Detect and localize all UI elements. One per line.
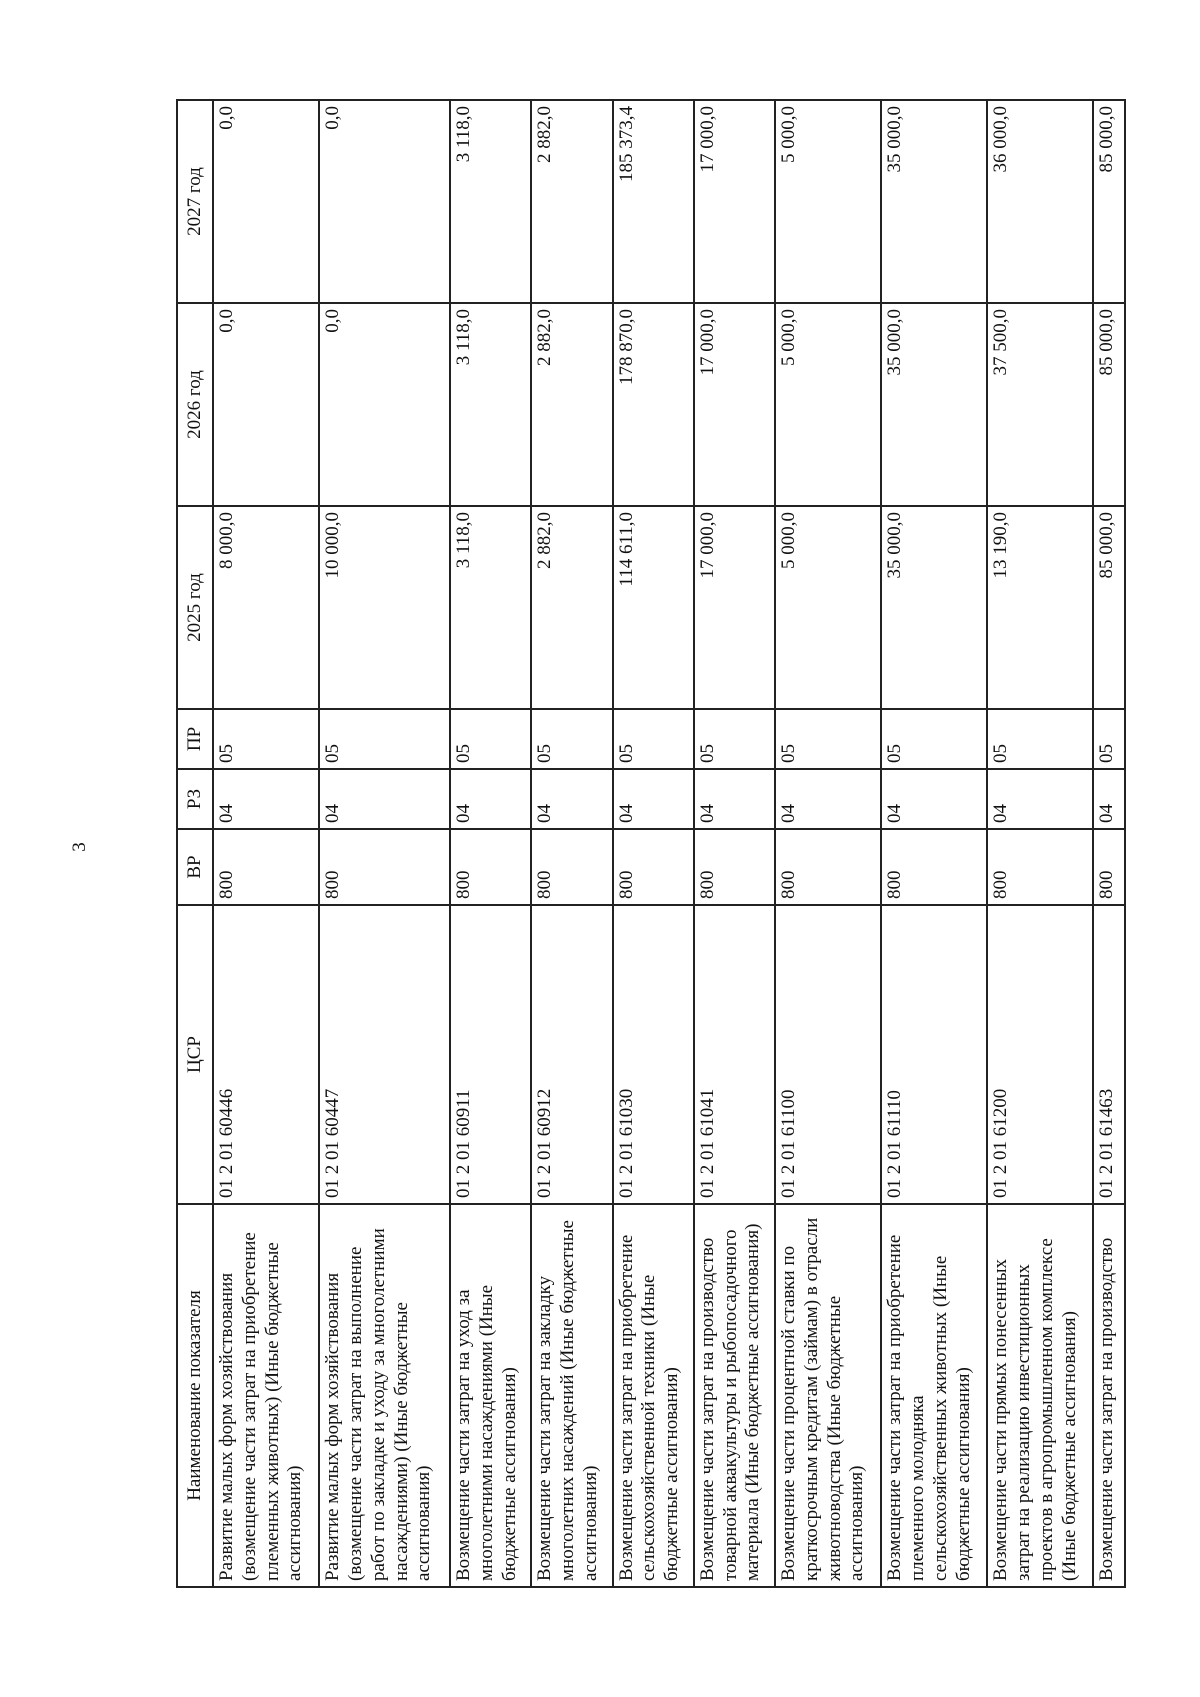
- row-2026-cell: 2 882,0: [531, 303, 612, 506]
- row-2027-cell: 36 000,0: [987, 100, 1093, 303]
- row-2025-cell: 8 000,0: [213, 506, 319, 709]
- row-pr-cell: 05: [881, 709, 987, 769]
- row-rz-cell: 04: [1093, 769, 1125, 829]
- table-row: [213, 100, 319, 1587]
- row-2027-cell: 0,0: [213, 100, 319, 303]
- row-vr-cell: 800: [613, 829, 694, 905]
- row-2025-cell: 10 000,0: [319, 506, 450, 709]
- row-name-cell: Возмещение части затрат на приобретение племенного молодняка сельскохозяйственных животных (Иные бюджетные ассигнования): [881, 1204, 987, 1587]
- row-vr-cell: 800: [450, 829, 531, 905]
- row-2026-cell: 37 500,0: [987, 303, 1093, 506]
- row-vr-cell: 800: [881, 829, 987, 905]
- row-csr-cell: 01 2 01 60447: [319, 905, 450, 1204]
- row-name-cell: Возмещение части затрат на закладку многолетних насаждений (Иные бюджетные ассигнования): [531, 1204, 612, 1587]
- row-2026-cell: 3 118,0: [450, 303, 531, 506]
- row-name-cell: Возмещение части затрат на приобретение сельскохозяйственной техники (Иные бюджетные ассигнования): [613, 1204, 694, 1587]
- row-rz-cell: 04: [319, 769, 450, 829]
- row-rz-cell: 04: [987, 769, 1093, 829]
- table-row: [987, 100, 1093, 1587]
- row-vr-cell: 800: [213, 829, 319, 905]
- row-pr-cell: 05: [694, 709, 775, 769]
- row-2027-cell: 0,0: [319, 100, 450, 303]
- row-2025-cell: 2 882,0: [531, 506, 612, 709]
- header-csr: ЦСР: [177, 905, 213, 1204]
- header-2025: 2025 год: [177, 506, 213, 709]
- row-rz-cell: 04: [213, 769, 319, 829]
- row-2027-cell: 85 000,0: [1093, 100, 1125, 303]
- row-name-cell: Возмещение части прямых понесенных затрат на реализацию инвестиционных проектов в агропромышленном комплексе (Иные бюджетные ассигнования): [987, 1204, 1093, 1587]
- row-vr-cell: 800: [694, 829, 775, 905]
- row-csr-cell: 01 2 01 60912: [531, 905, 612, 1204]
- table-row: [694, 100, 775, 1587]
- row-2026-cell: 0,0: [213, 303, 319, 506]
- row-2025-cell: 3 118,0: [450, 506, 531, 709]
- row-2027-cell: 35 000,0: [881, 100, 987, 303]
- row-name-cell: Возмещение части затрат на производство товарной аквакультуры и рыбопосадочного материала (Иные бюджетные ассигнования): [694, 1204, 775, 1587]
- header-2027: 2027 год: [177, 100, 213, 303]
- header-rz: РЗ: [177, 769, 213, 829]
- row-name-cell: Возмещение части затрат на производство: [1093, 1204, 1125, 1587]
- table-row: [613, 100, 694, 1587]
- row-rz-cell: 04: [450, 769, 531, 829]
- row-2025-cell: 114 611,0: [613, 506, 694, 709]
- page-number: 3: [68, 842, 90, 852]
- row-pr-cell: 05: [319, 709, 450, 769]
- header-2026: 2026 год: [177, 303, 213, 506]
- row-name-cell: Возмещение части затрат на уход за многолетними насаждениями (Иные бюджетные ассигнования): [450, 1204, 531, 1587]
- row-rz-cell: 04: [775, 769, 881, 829]
- table-row: [531, 100, 612, 1587]
- row-vr-cell: 800: [775, 829, 881, 905]
- table-row: [450, 100, 531, 1587]
- row-2026-cell: 35 000,0: [881, 303, 987, 506]
- row-csr-cell: 01 2 01 61030: [613, 905, 694, 1204]
- row-csr-cell: 01 2 01 61200: [987, 905, 1093, 1204]
- row-2027-cell: 2 882,0: [531, 100, 612, 303]
- row-csr-cell: 01 2 01 60446: [213, 905, 319, 1204]
- row-name-cell: Развитие малых форм хозяйствования (возмещение части затрат на приобретение племенных животных) (Иные бюджетные ассигнования): [213, 1204, 319, 1587]
- row-rz-cell: 04: [613, 769, 694, 829]
- row-2027-cell: 3 118,0: [450, 100, 531, 303]
- row-2025-cell: 5 000,0: [775, 506, 881, 709]
- row-pr-cell: 05: [1093, 709, 1125, 769]
- row-2026-cell: 178 870,0: [613, 303, 694, 506]
- budget-table-container: [176, 100, 1126, 1588]
- table-row: [319, 100, 450, 1587]
- row-2025-cell: 13 190,0: [987, 506, 1093, 709]
- row-csr-cell: 01 2 01 61041: [694, 905, 775, 1204]
- header-name: Наименование показателя: [177, 1204, 213, 1587]
- row-2025-cell: 35 000,0: [881, 506, 987, 709]
- row-csr-cell: 01 2 01 61100: [775, 905, 881, 1204]
- row-pr-cell: 05: [613, 709, 694, 769]
- row-rz-cell: 04: [531, 769, 612, 829]
- row-2025-cell: 85 000,0: [1093, 506, 1125, 709]
- row-2026-cell: 0,0: [319, 303, 450, 506]
- row-2027-cell: 5 000,0: [775, 100, 881, 303]
- row-2027-cell: 185 373,4: [613, 100, 694, 303]
- table-row: [881, 100, 987, 1587]
- row-2026-cell: 85 000,0: [1093, 303, 1125, 506]
- table-header-row: [177, 100, 213, 1587]
- row-rz-cell: 04: [694, 769, 775, 829]
- row-csr-cell: 01 2 01 60911: [450, 905, 531, 1204]
- row-2025-cell: 17 000,0: [694, 506, 775, 709]
- row-pr-cell: 05: [213, 709, 319, 769]
- row-pr-cell: 05: [987, 709, 1093, 769]
- table-row: [1093, 100, 1125, 1587]
- row-vr-cell: 800: [987, 829, 1093, 905]
- row-2027-cell: 17 000,0: [694, 100, 775, 303]
- row-csr-cell: 01 2 01 61463: [1093, 905, 1125, 1204]
- header-pr: ПР: [177, 709, 213, 769]
- row-vr-cell: 800: [319, 829, 450, 905]
- row-vr-cell: 800: [531, 829, 612, 905]
- row-2026-cell: 5 000,0: [775, 303, 881, 506]
- row-pr-cell: 05: [450, 709, 531, 769]
- row-csr-cell: 01 2 01 61110: [881, 905, 987, 1204]
- header-vr: ВР: [177, 829, 213, 905]
- table-body: [213, 100, 1125, 1587]
- row-pr-cell: 05: [531, 709, 612, 769]
- row-name-cell: Возмещение части процентной ставки по краткосрочным кредитам (займам) в отрасли животноводства (Иные бюджетные ассигнования): [775, 1204, 881, 1587]
- row-name-cell: Развитие малых форм хозяйствования (возмещение части затрат на выполнение работ по закладке и уходу за многолетними насаждениями) (Иные бюджетные ассигнования): [319, 1204, 450, 1587]
- row-2026-cell: 17 000,0: [694, 303, 775, 506]
- row-rz-cell: 04: [881, 769, 987, 829]
- budget-table: [176, 99, 1126, 1588]
- row-vr-cell: 800: [1093, 829, 1125, 905]
- row-pr-cell: 05: [775, 709, 881, 769]
- table-row: [775, 100, 881, 1587]
